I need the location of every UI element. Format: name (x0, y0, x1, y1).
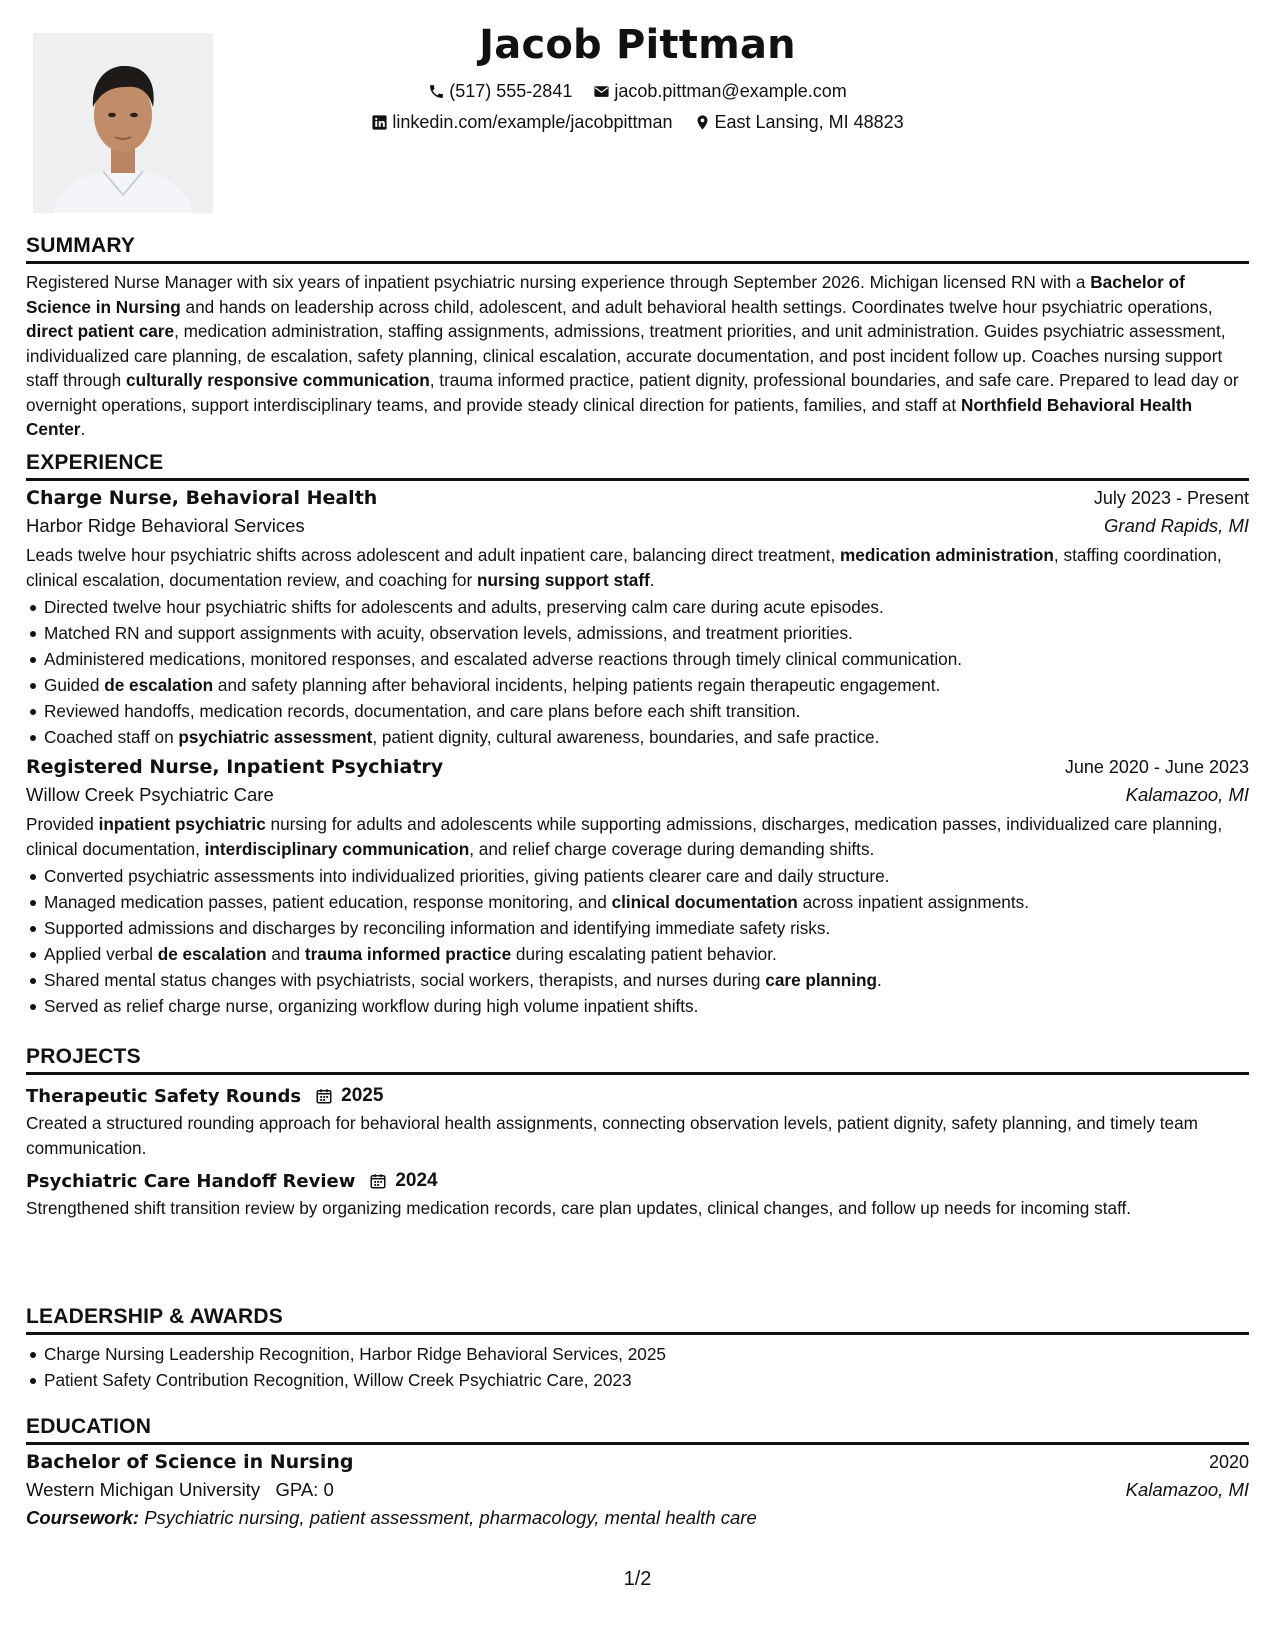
bold-phrase: inpatient psychiatric (98, 814, 266, 834)
awards-list (26, 1341, 1249, 1393)
project-year: 2025 (341, 1085, 384, 1106)
job-title: Charge Nurse, Behavioral Health (26, 487, 378, 509)
section-title: LEADERSHIP & AWARDS (26, 1305, 1249, 1335)
graduation-year: 2020 (1208, 1452, 1249, 1472)
bold-phrase: culturally responsive communication (126, 370, 430, 390)
bold-phrase: Northfield Behavioral Health Center (26, 394, 1193, 439)
email-contact[interactable] (593, 81, 846, 102)
job-org-row (26, 515, 1249, 537)
candidate-name: Jacob Pittman (479, 22, 796, 68)
section-title: EXPERIENCE (26, 451, 1249, 481)
text-run: Managed medication passes, patient education, response monitoring, and (44, 892, 612, 912)
text-run: , and relief charge coverage during demanding shifts. (469, 838, 875, 859)
contact-row-2 (26, 112, 1249, 136)
text-run: , medication administration, staffing assignments, admissions, treatment priorities, and unit administration. Guides psychiatric assessment, individualized care planning, de escalation, safety planning, clinical escalation, accurate documentation, and post incident follow up. Coaches nursing support staff through (26, 321, 1226, 390)
degree-name: Bachelor of Science in Nursing (26, 1451, 354, 1473)
text-run: Administered medications, monitored responses, and escalated adverse reactions through timely clinical communication. (44, 649, 963, 669)
project-entry (26, 1170, 1249, 1221)
phone-contact[interactable] (428, 81, 572, 102)
bullet-item (26, 915, 1249, 941)
text-run: . (877, 970, 882, 990)
bullet-item (26, 941, 1249, 967)
project-header (26, 1085, 1249, 1107)
bold-phrase: de escalation (104, 675, 214, 695)
resume-page (26, 0, 1249, 1650)
coursework-line (26, 1507, 1249, 1529)
experience-section (26, 451, 1249, 1019)
bullet-item (26, 724, 1249, 750)
text-run: , trauma informed practice, patient dignity, professional boundaries, and safe care. Prepared to lead day or overnight operations, support interdisciplinary teams, and provide steady clinical direction for patients, families, and staff at (26, 370, 1239, 415)
project-name: Psychiatric Care Handoff Review (26, 1170, 356, 1192)
project-header (26, 1170, 1249, 1192)
phone-icon (428, 83, 445, 100)
summary-text (26, 270, 1249, 442)
project-entry (26, 1085, 1249, 1160)
job-location: Kalamazoo, MI (1125, 784, 1249, 805)
project-name: Therapeutic Safety Rounds (26, 1085, 302, 1107)
text-run: , patient dignity, cultural awareness, boundaries, and safe practice. (372, 727, 880, 747)
bullet-item (26, 672, 1249, 698)
text-run: Supported admissions and discharges by reconciling information and identifying immediate safety risks. (44, 918, 831, 938)
job-dates: June 2020 - June 2023 (1064, 757, 1249, 777)
text-run: . (649, 569, 655, 590)
job-header (26, 756, 1249, 778)
section-title: SUMMARY (26, 234, 1249, 264)
email-text: jacob.pittman@example.com (614, 81, 847, 101)
bullet-item (26, 993, 1249, 1019)
text-run: Shared mental status changes with psychiatrists, social workers, therapists, and nurses during (44, 970, 766, 990)
project-description: Strengthened shift transition review by organizing medication records, care plan updates, clinical changes, and follow up needs for incoming staff. (26, 1198, 1132, 1218)
summary-section (26, 234, 1249, 442)
bold-phrase: care planning (765, 970, 878, 990)
section-title: PROJECTS (26, 1045, 1249, 1075)
text-run: Matched RN and support assignments with acuity, observation levels, admissions, and treatment priorities. (44, 623, 853, 643)
bullet-item (26, 698, 1249, 724)
bold-phrase: clinical documentation (611, 892, 798, 912)
text-run: and hands on leadership across child, adolescent, and adult behavioral health settings. Coordinates twelve hour psychiatric operations, (180, 296, 1213, 317)
text-run: and (266, 944, 305, 964)
job-dates: July 2023 - Present (1093, 488, 1249, 508)
school-and-gpa: Western Michigan University GPA: 0 (26, 1479, 334, 1500)
education-section (26, 1415, 1249, 1529)
phone-text: (517) 555-2841 (449, 81, 573, 101)
bold-phrase: psychiatric assessment (178, 727, 373, 747)
text-run: Applied verbal (44, 944, 158, 964)
text-run: and safety planning after behavioral incidents, helping patients regain therapeutic engagement. (213, 675, 941, 695)
linkedin-icon (371, 114, 388, 131)
award-item: Charge Nursing Leadership Recognition, Harbor Ridge Behavioral Services, 2025 (26, 1341, 1249, 1367)
job-location: Grand Rapids, MI (1104, 515, 1249, 536)
section-title: EDUCATION (26, 1415, 1249, 1445)
job-title: Registered Nurse, Inpatient Psychiatry (26, 756, 444, 778)
text-run: Converted psychiatric assessments into individualized priorities, giving patients clearer care and daily structure. (44, 866, 890, 886)
school-location: Kalamazoo, MI (1125, 1479, 1249, 1500)
bullet-item (26, 863, 1249, 889)
text-run: during escalating patient behavior. (511, 944, 777, 964)
job-org-row (26, 784, 1249, 806)
job-bullets (26, 863, 1249, 1019)
text-run: across inpatient assignments. (797, 892, 1029, 912)
coursework-text: Psychiatric nursing, patient assessment, pharmacology, mental health care (139, 1507, 757, 1528)
bullet-item (26, 889, 1249, 915)
projects-section (26, 1045, 1249, 1221)
envelope-icon (593, 83, 610, 100)
map-pin-icon (694, 114, 711, 131)
bullet-item (26, 967, 1249, 993)
job-entry (26, 756, 1249, 1019)
bullet-item (26, 594, 1249, 620)
text-run: . (80, 419, 86, 439)
bold-phrase: interdisciplinary communication (204, 838, 470, 859)
text-run: Registered Nurse Manager with six years of inpatient psychiatric nursing experience through September 2026. Michigan licensed RN with a (26, 272, 1091, 292)
bullet-item (26, 646, 1249, 672)
job-organization: Willow Creek Psychiatric Care (26, 784, 274, 805)
bold-phrase: de escalation (157, 944, 267, 964)
text-run: Reviewed handoffs, medication records, documentation, and care plans before each shift transition. (44, 701, 801, 721)
education-header (26, 1451, 1249, 1473)
text-run: Directed twelve hour psychiatric shifts for adolescents and adults, preserving calm care during acute episodes. (44, 597, 884, 617)
coursework-label: Coursework: (26, 1507, 140, 1528)
linkedin-contact[interactable] (371, 112, 672, 133)
bold-phrase: direct patient care (26, 321, 175, 341)
job-organization: Harbor Ridge Behavioral Services (26, 515, 305, 536)
text-run: Served as relief charge nurse, organizing workflow during high volume inpatient shifts. (44, 996, 699, 1016)
bullet-item (26, 620, 1249, 646)
bold-phrase: medication administration (840, 545, 1054, 565)
project-year: 2024 (395, 1170, 438, 1191)
project-description: Created a structured rounding approach for behavioral health assignments, connecting observation levels, patient dignity, safety planning, and timely team communication. (26, 1113, 1198, 1158)
text-run: Guided (44, 675, 105, 695)
job-bullets (26, 594, 1249, 750)
awards-section (26, 1305, 1249, 1393)
bold-phrase: trauma informed practice (304, 944, 512, 964)
job-header (26, 487, 1249, 509)
text-run: , staffing coordination, clinical escalation, documentation review, and coaching for (26, 545, 1222, 590)
location-contact (694, 112, 904, 133)
job-summary (26, 812, 1249, 861)
bold-phrase: Bachelor of Science in Nursing (26, 272, 1185, 317)
page-number: 1/2 (623, 1568, 652, 1590)
contact-row-1 (26, 81, 1249, 105)
job-entry (26, 487, 1249, 750)
education-school-row (26, 1479, 1249, 1501)
award-item: Patient Safety Contribution Recognition, Willow Creek Psychiatric Care, 2023 (26, 1367, 1249, 1393)
text-run: Provided (26, 814, 99, 834)
job-summary (26, 543, 1249, 592)
text-run: Leads twelve hour psychiatric shifts across adolescent and adult inpatient care, balancing direct treatment, (26, 545, 840, 565)
calendar-icon (369, 1172, 387, 1190)
text-run: nursing for adults and adolescents while supporting admissions, discharges, medication passes, individualized care planning, clinical documentation, (26, 814, 1223, 859)
bold-phrase: nursing support staff (476, 569, 650, 590)
location-text: East Lansing, MI 48823 (714, 112, 904, 132)
linkedin-text: linkedin.com/example/jacobpittman (392, 112, 673, 132)
calendar-icon (315, 1087, 333, 1105)
text-run: Coached staff on (44, 727, 179, 747)
